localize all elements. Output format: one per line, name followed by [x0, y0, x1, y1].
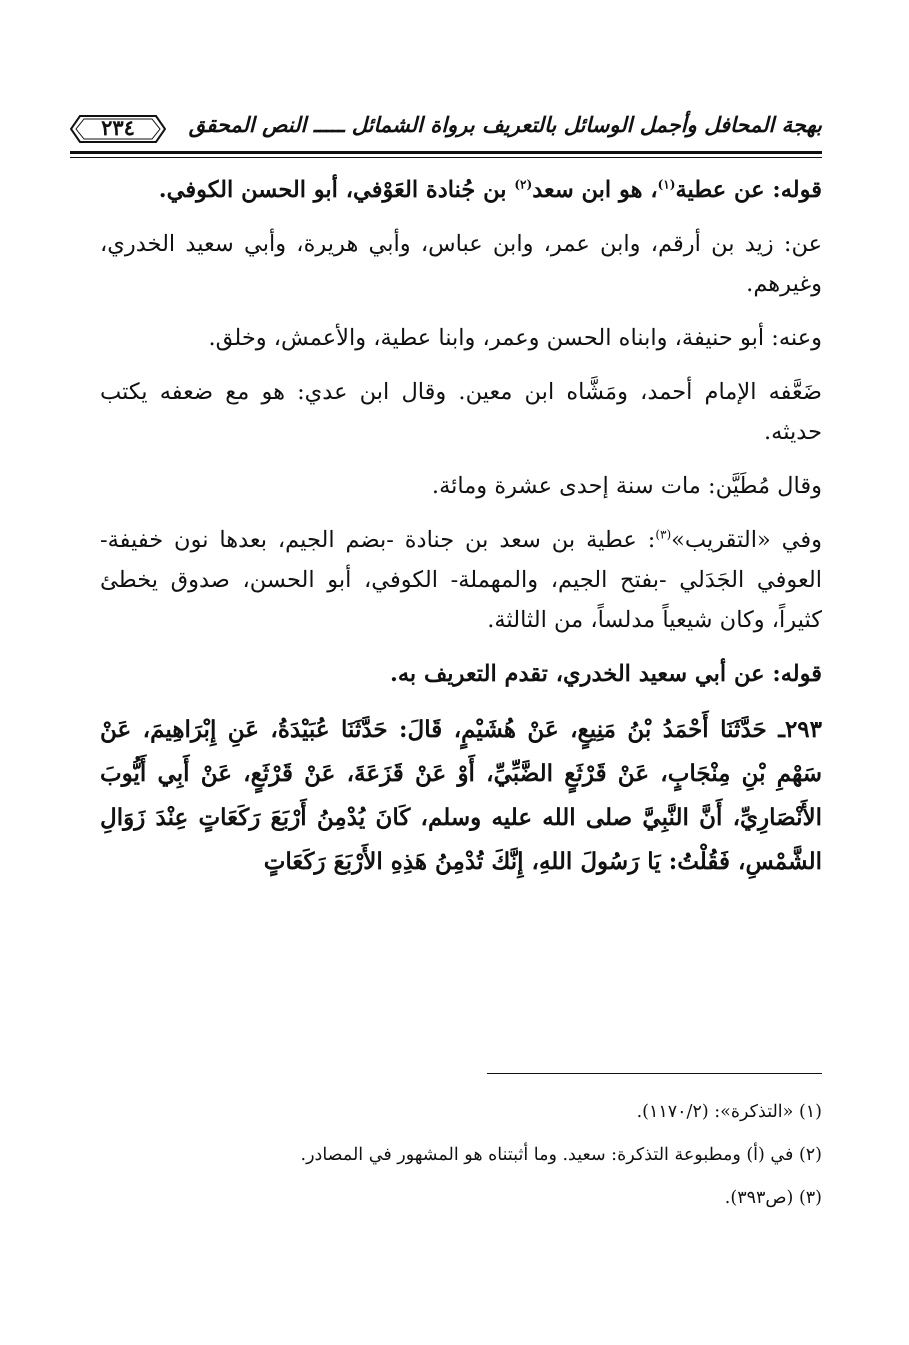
paragraph-abu-said-heading: قوله: عن أبي سعيد الخدري، تقدم التعريف به.: [389, 661, 822, 687]
paragraph-taqrib: [100, 520, 822, 640]
header-rule: [70, 151, 822, 154]
page-header: [70, 104, 822, 154]
footnote-ref-1: (١): [657, 177, 676, 192]
page-number-frame: [70, 114, 166, 144]
footnote-ref-3: (٣): [655, 527, 672, 542]
paragraph-grading: ضَعَّفه الإمام أحمد، ومَشَّاه ابن معين. وقال ابن عدي: هو مع ضعفه يكتب حديثه.: [100, 379, 822, 445]
footnote-separator: [487, 1073, 822, 1074]
text-run: قوله: عن عطية: [675, 177, 822, 203]
hadith-293: ٢٩٣ـ حَدَّثَنَا أَحْمَدُ بْنُ مَنِيعٍ، عَنْ هُشَيْمٍ، قَالَ: حَدَّثَنَا عُبَيْدَةُ، عَنِ إِبْرَاهِيمَ، عَنْ سَهْمِ بْنِ مِنْجَابٍ، عَنْ قَرْثَعٍ الضَّبِّيِّ، أَوْ عَنْ قَزَعَةَ، عَنْ قَرْثَعٍ، عَنْ أَبِي أَيُّوبَ الأَنْصَارِيِّ، أَنَّ النَّبِيَّ صلى الله عليه وسلم، كَانَ يُدْمِنُ أَرْبَعَ رَكَعَاتٍ عِنْدَ زَوَالِ الشَّمْسِ، فَقُلْتُ: يَا رَسُولَ اللهِ، إِنَّكَ تُدْمِنُ هَذِهِ الأَرْبَعَ رَكَعَاتٍ: [100, 716, 822, 875]
paragraph-death-year: وقال مُطَيَّن: مات سنة إحدى عشرة ومائة.: [431, 473, 822, 499]
footnotes: [100, 1091, 822, 1220]
running-title: بهجة المحافل وأجمل الوسائل بالتعريف برواة الشمائل ـــــ النص المحقق: [188, 112, 822, 137]
main-text: [100, 170, 822, 898]
text-run: : عطية بن سعد بن جنادة -بضم الجيم، بعدها نون خفيفة- العوفي الجَدَلي -بفتح الجيم، والمهملة- الكوفي، أبو الحسن، صدوق يخطئ كثيراً، وكان شيعياً مدلساً، من الثالثة.: [100, 527, 822, 633]
page-number: ٢٣٤: [101, 115, 135, 140]
paragraph-narrators: وعنه: أبو حنيفة، وابناه الحسن وعمر، وابنا عطية، والأعمش، وخلق.: [208, 325, 822, 351]
header-rule-thin: [70, 157, 822, 158]
paragraph-atiyya-heading: [100, 170, 822, 210]
text-run: بن جُنادة العَوْفي، أبو الحسن الكوفي.: [158, 177, 515, 203]
text-run: ، هو ابن سعد: [532, 177, 658, 203]
text-run: وفي «التقريب»: [671, 527, 823, 553]
footnote-1: (١) «التذكرة»: (١١٧٠/٢).: [636, 1102, 822, 1122]
footnote-3: (٣) (ص٣٩٣).: [724, 1188, 822, 1208]
paragraph-narrated-from: عن: زيد بن أرقم، وابن عمر، وابن عباس، وأبي هريرة، وأبي سعيد الخدري، وغيرهم.: [100, 231, 822, 297]
footnote-2: (٢) في (أ) ومطبوعة التذكرة: سعيد. وما أثبتناه هو المشهور في المصادر.: [300, 1145, 822, 1165]
footnote-ref-2: (٢): [514, 177, 533, 192]
